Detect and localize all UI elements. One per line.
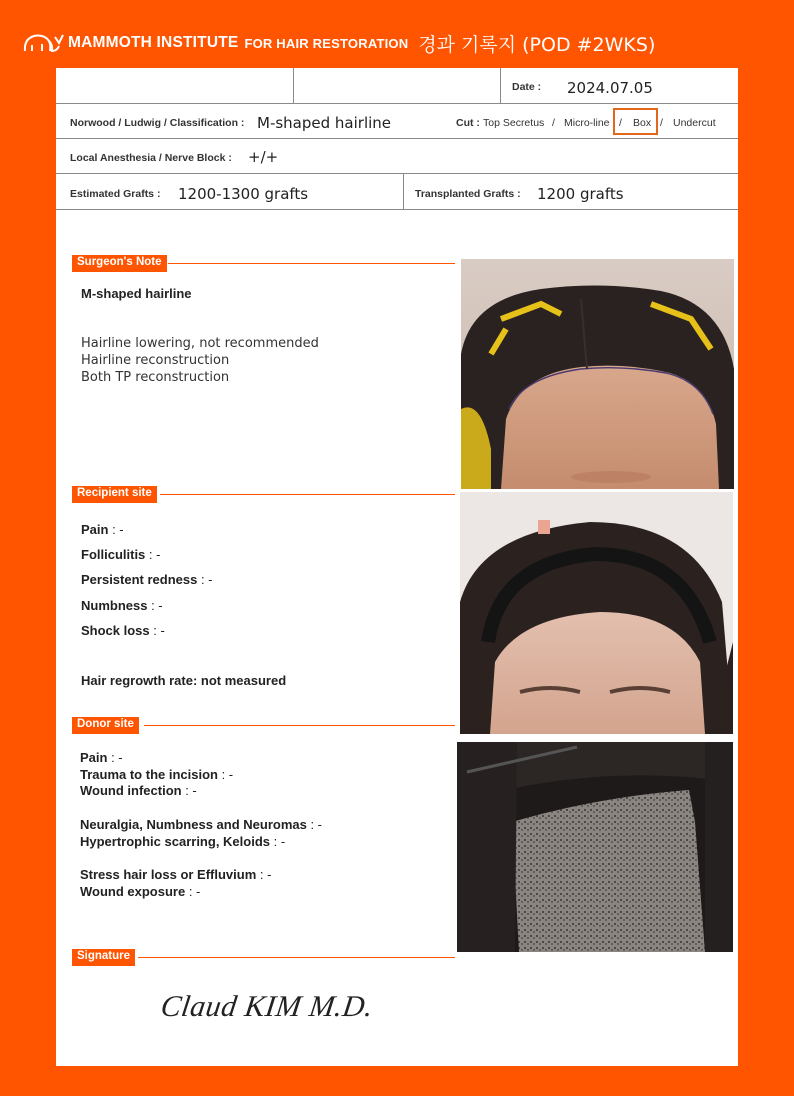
section-divider — [160, 494, 455, 495]
brand-subtitle: FOR HAIR RESTORATION — [244, 35, 409, 51]
note-line: Hairline reconstruction — [81, 353, 230, 368]
donor-item-trauma: Trauma to the incision : - — [80, 767, 234, 782]
grafts-row — [56, 174, 738, 210]
section-divider — [144, 725, 455, 726]
note-line: Hairline lowering, not recommended — [81, 336, 319, 351]
donor-photo — [457, 742, 733, 952]
estimated-grafts-label: Estimated Grafts : — [70, 188, 161, 200]
date-row — [56, 68, 738, 104]
cut-label: Cut : — [456, 117, 480, 129]
recipient-item-pain: Pain : - — [81, 522, 124, 537]
note-title: M-shaped hairline — [81, 286, 192, 301]
page-header — [22, 28, 655, 58]
cut-option-micro-line: Micro-line — [564, 117, 610, 129]
surgeons-note-tag: Surgeon's Note — [72, 255, 167, 272]
anesthesia-value: +/+ — [248, 148, 279, 166]
hairline-photo — [461, 259, 734, 489]
mammoth-logo-icon — [22, 31, 64, 55]
donor-item-scarring: Hypertrophic scarring, Keloids : - — [80, 834, 286, 849]
donor-item-pain: Pain : - — [80, 750, 123, 765]
note-line: Both TP reconstruction — [81, 370, 230, 385]
cut-option-top-secretus: Top Secretus — [483, 117, 545, 129]
transplanted-grafts-label: Transplanted Grafts : — [415, 188, 521, 200]
section-divider — [168, 263, 455, 264]
cut-selected-highlight — [613, 108, 658, 135]
column-divider — [403, 174, 404, 210]
hair-regrowth-rate: Hair regrowth rate: not measured — [81, 673, 287, 688]
recipient-item-redness: Persistent redness : - — [81, 572, 213, 587]
recipient-item-numbness: Numbness : - — [81, 598, 163, 613]
classification-row: Norwood / Ludwig / Classification : M-shaped hairline Cut : Top Secretus / Micro-line / Box / Undercut — [56, 104, 738, 139]
anesthesia-row — [56, 139, 738, 174]
recipient-site-tag: Recipient site — [72, 486, 157, 503]
anesthesia-label: Local Anesthesia / Nerve Block : — [70, 152, 232, 164]
donor-item-neuralgia: Neuralgia, Numbness and Neuromas : - — [80, 817, 323, 832]
recipient-photo — [460, 492, 733, 734]
cut-option-box: Box — [633, 117, 652, 129]
record-title: 경과 기록지 (POD #2WKS) — [418, 33, 656, 56]
estimated-grafts-value: 1200-1300 grafts — [178, 185, 309, 203]
section-divider — [138, 957, 455, 958]
donor-site-tag: Donor site — [72, 717, 139, 734]
date-value: 2024.07.05 — [567, 79, 653, 97]
date-label: Date : — [512, 81, 542, 93]
brand-name: MAMMOTH INSTITUTE — [68, 34, 239, 51]
doctor-signature: Claud KIM M.D. — [158, 990, 376, 1023]
donor-item-infection: Wound infection : - — [80, 783, 197, 798]
cut-option-undercut: Undercut — [673, 117, 716, 129]
transplanted-grafts-value: 1200 grafts — [537, 185, 624, 203]
column-divider — [500, 68, 501, 104]
classification-value: M-shaped hairline — [257, 114, 392, 132]
donor-item-effluvium: Stress hair loss or Effluvium : - — [80, 867, 272, 882]
column-divider — [293, 68, 294, 104]
donor-item-wound-exposure: Wound exposure : - — [80, 884, 201, 899]
signature-tag: Signature — [72, 949, 135, 966]
classification-label: Norwood / Ludwig / Classification : — [70, 117, 245, 129]
recipient-item-folliculitis: Folliculitis : - — [81, 547, 161, 562]
recipient-item-shock-loss: Shock loss : - — [81, 623, 165, 638]
progress-record-sheet — [56, 68, 738, 1066]
